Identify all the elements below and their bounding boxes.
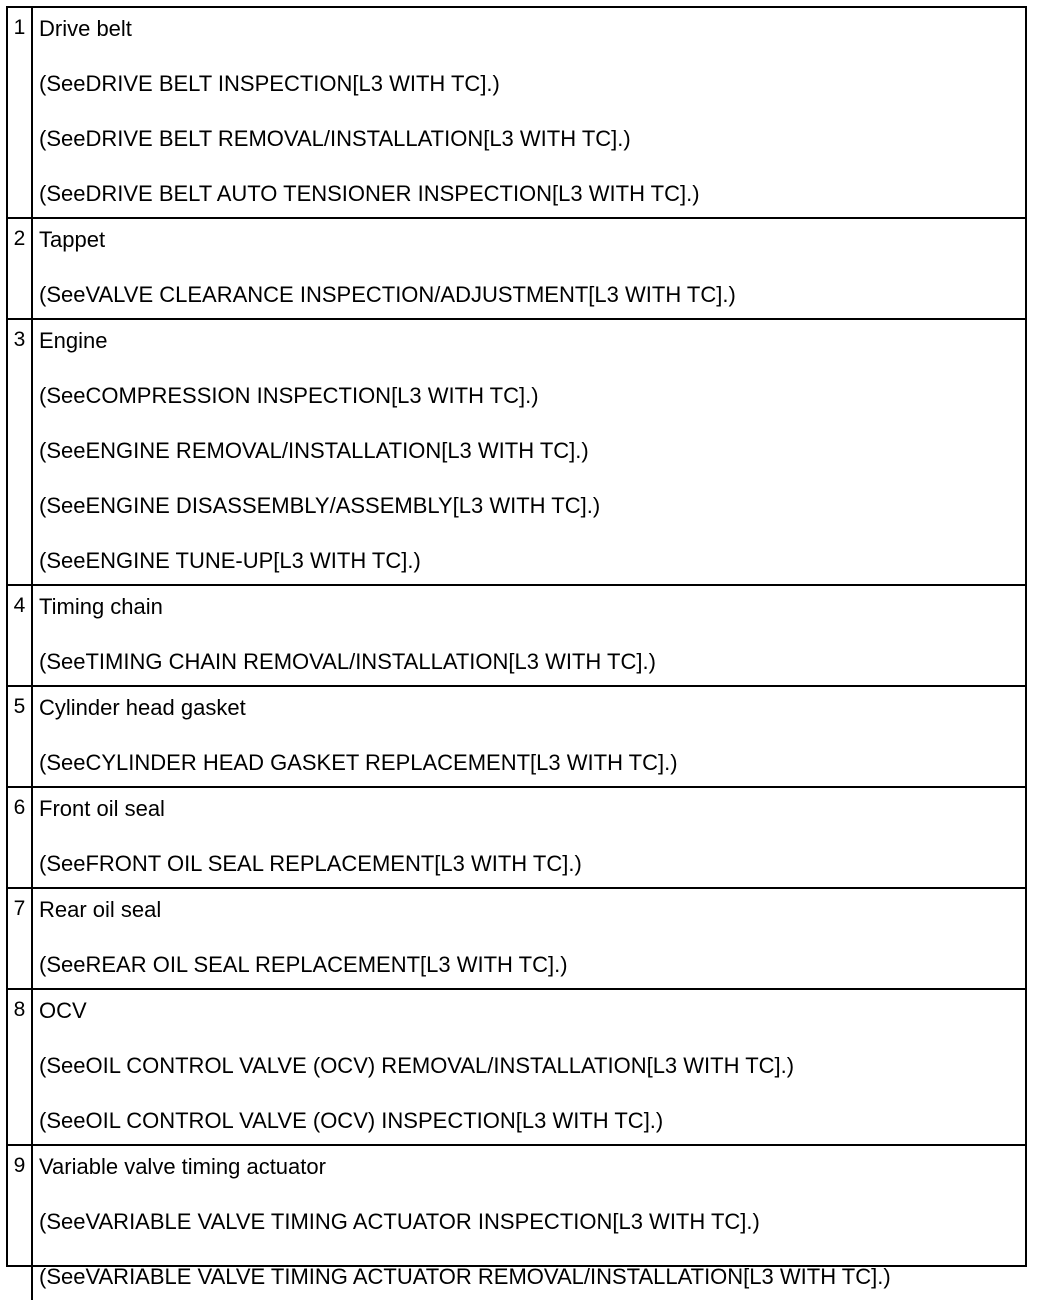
component-title: Engine xyxy=(39,328,108,353)
row-content xyxy=(33,1146,1025,1300)
procedure-link[interactable]: (SeeREAR OIL SEAL REPLACEMENT[L3 WITH TC].) xyxy=(39,952,568,977)
procedure-link[interactable]: (SeeVARIABLE VALVE TIMING ACTUATOR INSPECTION[L3 WITH TC].) xyxy=(39,1209,760,1234)
procedure-link[interactable]: (SeeDRIVE BELT REMOVAL/INSTALLATION[L3 WITH TC].) xyxy=(39,126,631,151)
component-title: Tappet xyxy=(39,227,106,252)
row-content xyxy=(33,586,1025,685)
row-number: 2 xyxy=(8,219,33,318)
row-number: 5 xyxy=(8,687,33,786)
row-content xyxy=(33,788,1025,887)
component-title: Front oil seal xyxy=(39,796,165,821)
table-row xyxy=(8,786,1025,887)
row-number: 3 xyxy=(8,320,33,584)
row-number: 9 xyxy=(8,1146,33,1300)
procedure-link[interactable]: (SeeDRIVE BELT AUTO TENSIONER INSPECTION[L3 WITH TC].) xyxy=(39,181,700,206)
table-row xyxy=(8,988,1025,1144)
procedure-link[interactable]: (SeeVARIABLE VALVE TIMING ACTUATOR REMOVAL/INSTALLATION[L3 WITH TC].) xyxy=(39,1264,891,1289)
procedure-link[interactable]: (SeeCYLINDER HEAD GASKET REPLACEMENT[L3 WITH TC].) xyxy=(39,750,678,775)
procedure-link[interactable]: (SeeOIL CONTROL VALVE (OCV) INSPECTION[L3 WITH TC].) xyxy=(39,1108,664,1133)
component-title: OCV xyxy=(39,998,87,1023)
component-title: Rear oil seal xyxy=(39,897,162,922)
table-row xyxy=(8,1144,1025,1300)
row-number: 4 xyxy=(8,586,33,685)
row-number: 7 xyxy=(8,889,33,988)
component-title: Drive belt xyxy=(39,16,132,41)
row-content xyxy=(33,990,1025,1144)
procedure-link[interactable]: (SeeTIMING CHAIN REMOVAL/INSTALLATION[L3 WITH TC].) xyxy=(39,649,656,674)
table-row xyxy=(8,318,1025,584)
table-row xyxy=(8,217,1025,318)
row-content xyxy=(33,219,1025,318)
row-number: 1 xyxy=(8,8,33,217)
row-number: 8 xyxy=(8,990,33,1144)
procedure-link[interactable]: (SeeCOMPRESSION INSPECTION[L3 WITH TC].) xyxy=(39,383,539,408)
component-title: Variable valve timing actuator xyxy=(39,1154,326,1179)
procedure-link[interactable]: (SeeFRONT OIL SEAL REPLACEMENT[L3 WITH TC].) xyxy=(39,851,582,876)
service-table xyxy=(6,6,1027,1289)
row-content xyxy=(33,889,1025,988)
procedure-link[interactable]: (SeeVALVE CLEARANCE INSPECTION/ADJUSTMENT[L3 WITH TC].) xyxy=(39,282,736,307)
table-row xyxy=(8,685,1025,786)
table-row xyxy=(8,584,1025,685)
row-number: 6 xyxy=(8,788,33,887)
table-row xyxy=(8,8,1025,217)
component-title: Cylinder head gasket xyxy=(39,695,246,720)
procedure-link[interactable]: (SeeENGINE DISASSEMBLY/ASSEMBLY[L3 WITH TC].) xyxy=(39,493,601,518)
component-title: Timing chain xyxy=(39,594,163,619)
row-content xyxy=(33,8,1025,217)
table-row xyxy=(8,887,1025,988)
row-content xyxy=(33,687,1025,786)
procedure-link[interactable]: (SeeENGINE REMOVAL/INSTALLATION[L3 WITH TC].) xyxy=(39,438,589,463)
procedure-link[interactable]: (SeeDRIVE BELT INSPECTION[L3 WITH TC].) xyxy=(39,71,500,96)
row-content xyxy=(33,320,1025,584)
procedure-link[interactable]: (SeeOIL CONTROL VALVE (OCV) REMOVAL/INSTALLATION[L3 WITH TC].) xyxy=(39,1053,795,1078)
procedure-link[interactable]: (SeeENGINE TUNE-UP[L3 WITH TC].) xyxy=(39,548,421,573)
